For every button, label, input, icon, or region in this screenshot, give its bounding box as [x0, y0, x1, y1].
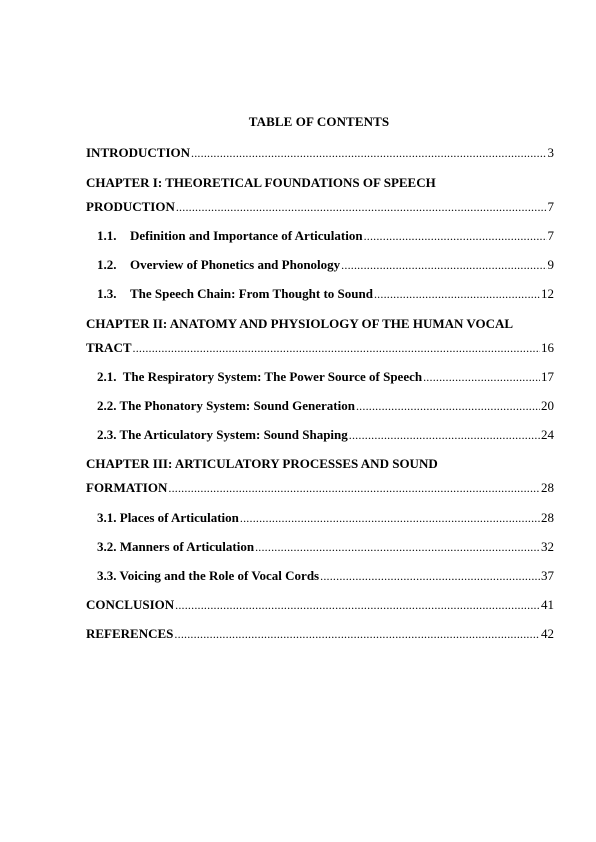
dot-leader: [349, 428, 540, 443]
toc-entry-label: 2.3. The Articulatory System: Sound Shaping: [97, 427, 348, 442]
dot-leader: [341, 258, 546, 273]
dot-leader: [168, 481, 540, 496]
toc-entry-label: 3.3. Voicing and the Role of Vocal Cords: [97, 568, 320, 583]
section-number: 1.1.: [97, 228, 117, 243]
section-title: Overview of Phonetics and Phonology: [130, 257, 341, 272]
toc-entry-label: CONCLUSION: [86, 597, 175, 612]
toc-page-number: 20: [541, 398, 554, 413]
dot-leader: [423, 370, 540, 385]
toc-entry-label: INTRODUCTION: [86, 145, 191, 160]
dot-leader: [356, 399, 540, 414]
toc-entry-section-3-2[interactable]: [97, 539, 554, 556]
toc-entry-label: FORMATION: [86, 480, 168, 495]
toc-entry-section-1-1[interactable]: [97, 228, 554, 245]
toc-entry-chapter-2[interactable]: [86, 340, 554, 357]
toc-page-number: 17: [541, 369, 554, 384]
dot-leader: [320, 569, 540, 584]
dot-leader: [255, 540, 540, 555]
toc-entry-section-1-3[interactable]: [97, 286, 554, 303]
toc-page-number: 12: [541, 286, 554, 301]
toc-entry-section-3-1[interactable]: [97, 510, 554, 527]
toc-page-number: 32: [541, 539, 554, 554]
toc-entry-label: 2.1. The Respiratory System: The Power Source of Speech: [97, 369, 423, 384]
toc-entry-label: 2.2. The Phonatory System: Sound Generation: [97, 398, 355, 413]
toc-entry-chapter-2-line-1[interactable]: CHAPTER II: ANATOMY AND PHYSIOLOGY OF THE HUMAN VOCAL: [86, 316, 514, 331]
toc-entry-chapter-3-line-1[interactable]: CHAPTER III: ARTICULATORY PROCESSES AND SOUND: [86, 456, 438, 471]
section-title: Definition and Importance of Articulation: [130, 228, 363, 243]
toc-entry-label: TRACT: [86, 340, 132, 355]
toc-page-number: 7: [547, 199, 554, 214]
toc-entry-label: 3.2. Manners of Articulation: [97, 539, 255, 554]
toc-entry-label: REFERENCES: [86, 626, 174, 641]
toc-page-number: 37: [541, 568, 554, 583]
toc-page-number: 41: [541, 597, 554, 612]
toc-entry-introduction[interactable]: [86, 145, 554, 162]
toc-page-number: 7: [547, 228, 554, 243]
toc-entry-label: [97, 228, 363, 244]
toc-page-number: 28: [541, 510, 554, 525]
toc-page-number: 42: [541, 626, 554, 641]
dot-leader: [191, 146, 546, 161]
toc-page-number: 16: [541, 340, 554, 355]
toc-entry-label: [97, 286, 373, 302]
toc-entry-section-2-2[interactable]: [97, 398, 554, 415]
toc-entry-references[interactable]: [86, 626, 554, 643]
toc-page-number: 9: [547, 257, 554, 272]
dot-leader: [133, 341, 540, 356]
dot-leader: [176, 200, 547, 215]
section-title: The Speech Chain: From Thought to Sound: [130, 286, 373, 301]
dot-leader: [240, 511, 540, 526]
section-number: 1.3.: [97, 286, 117, 301]
toc-entry-label: 3.1. Places of Articulation: [97, 510, 239, 525]
toc-page-number: 24: [541, 427, 554, 442]
dot-leader: [174, 627, 540, 642]
toc-page-number: 3: [547, 145, 554, 160]
dot-leader: [374, 287, 540, 302]
toc-entry-section-3-3[interactable]: [97, 568, 554, 585]
toc-entry-label: [97, 257, 340, 273]
section-number: 1.2.: [97, 257, 117, 272]
toc-entry-section-2-3[interactable]: [97, 427, 554, 444]
toc-entry-label: PRODUCTION: [86, 199, 175, 214]
toc-entry-chapter-1[interactable]: [86, 199, 554, 216]
dot-leader: [175, 598, 540, 613]
toc-entry-conclusion[interactable]: [86, 597, 554, 614]
toc-entry-section-2-1[interactable]: [97, 369, 554, 386]
toc-entry-chapter-1-line-1[interactable]: CHAPTER I: THEORETICAL FOUNDATIONS OF SPEECH: [86, 175, 436, 190]
toc-title: TABLE OF CONTENTS: [248, 114, 390, 129]
toc-page-number: 28: [541, 480, 554, 495]
toc-entry-section-1-2[interactable]: [97, 257, 554, 274]
dot-leader: [364, 229, 547, 244]
toc-entry-chapter-3[interactable]: [86, 480, 554, 497]
